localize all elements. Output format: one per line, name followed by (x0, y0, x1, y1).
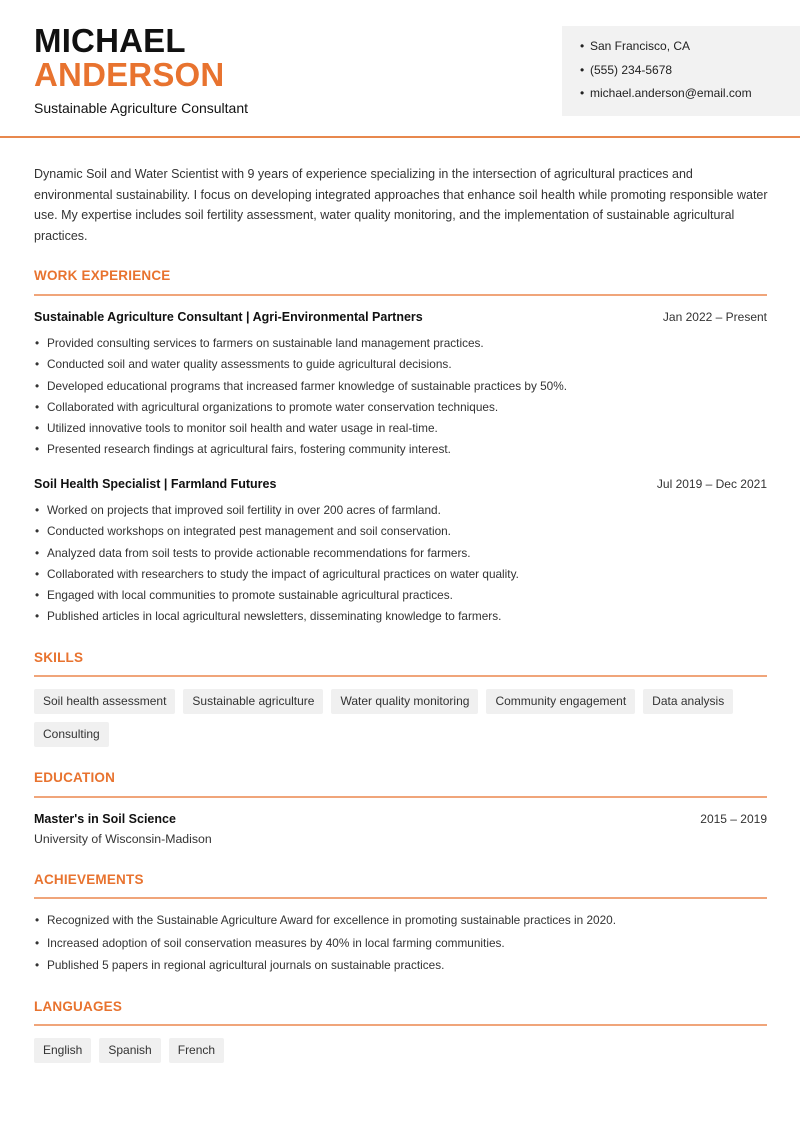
resume-header (0, 0, 800, 138)
language-tag: Spanish (99, 1038, 160, 1063)
list-item: • Conducted workshops on integrated pest management and soil conservation. (34, 524, 769, 545)
skill-tag: Water quality monitoring (331, 689, 478, 714)
summary-text: Dynamic Soil and Water Scientist with 9 years of experience specializing in the intersection of agricultural practices and environmental sustainability. I focus on developing integrated approaches that enhance soil health while promoting responsible water use. My expertise includes soil fertility assessment, water quality monitoring, and the implementation of sustainable agricultural practices. (34, 167, 768, 243)
bullet-icon: • (580, 62, 585, 77)
list-item: • Recognized with the Sustainable Agriculture Award for excellence in promoting sustainable practices in 2020. (34, 913, 769, 936)
skill-tag: Sustainable agriculture (183, 689, 323, 714)
skill-tag: Soil health assessment (34, 689, 175, 714)
degree: Master's in Soil Science (34, 812, 176, 826)
section-title-achievements: ACHIEVEMENTS (34, 872, 144, 887)
list-item: • Worked on projects that improved soil fertility in over 200 acres of farmland. (34, 503, 769, 524)
list-item: • Analyzed data from soil tests to provide actionable recommendations for farmers. (34, 546, 769, 567)
section-title-work: WORK EXPERIENCE (34, 268, 171, 283)
education-dates: 2015 – 2019 (700, 812, 767, 826)
list-item: • Engaged with local communities to promote sustainable agricultural practices. (34, 588, 769, 609)
contact-phone: • (555) 234-5678 (580, 62, 673, 77)
section-title-education: EDUCATION (34, 770, 116, 785)
section-divider (34, 1024, 767, 1026)
skill-tag: Consulting (34, 722, 109, 747)
education-header (34, 812, 767, 826)
job-bullets (34, 336, 769, 464)
skill-tag: Data analysis (643, 689, 733, 714)
section-divider (34, 796, 767, 798)
job-dates: Jan 2022 – Present (662, 310, 767, 324)
school-name: University of Wisconsin-Madison (34, 832, 212, 846)
job-header (34, 477, 767, 491)
list-item: • Presented research findings at agricultural fairs, fostering community interest. (34, 442, 769, 463)
section-title-skills: SKILLS (34, 650, 84, 665)
job-header (34, 310, 767, 324)
contact-box (562, 26, 800, 116)
list-item: • Published 5 papers in regional agricultural journals on sustainable practices. (34, 958, 769, 981)
list-item: • Developed educational programs that increased farmer knowledge of sustainable practices by 50%. (34, 379, 769, 400)
first-name: MICHAEL (34, 22, 186, 59)
job-bullets (34, 503, 769, 631)
section-divider (34, 897, 767, 899)
section-divider (34, 675, 767, 677)
language-tag: French (169, 1038, 224, 1063)
job-title-company: Sustainable Agriculture Consultant | Agri-Environmental Partners (34, 310, 423, 324)
bullet-icon: • (580, 39, 585, 53)
list-item: • Utilized innovative tools to monitor soil health and water usage in real-time. (34, 421, 769, 442)
section-title-languages: LANGUAGES (34, 999, 123, 1014)
list-item: • Collaborated with agricultural organizations to promote water conservation techniques. (34, 400, 769, 421)
job-title-company: Soil Health Specialist | Farmland Futures (34, 477, 277, 491)
language-tags (34, 1038, 774, 1063)
list-item: • Collaborated with researchers to study the impact of agricultural practices on water quality. (34, 567, 769, 588)
achievement-bullets (34, 913, 769, 981)
list-item: • Published articles in local agricultural newsletters, disseminating knowledge to farmers. (34, 609, 769, 630)
bullet-icon: • (580, 86, 585, 100)
language-tag: English (34, 1038, 91, 1063)
list-item: • Provided consulting services to farmers on sustainable land management practices. (34, 336, 769, 357)
last-name: ANDERSON (34, 56, 225, 93)
job-dates: Jul 2019 – Dec 2021 (656, 477, 767, 491)
skills-tags (34, 689, 774, 747)
section-divider (34, 294, 767, 296)
job-title: Sustainable Agriculture Consultant (34, 100, 249, 116)
contact-location: • San Francisco, CA (580, 39, 691, 53)
list-item: • Conducted soil and water quality assessments to guide agricultural decisions. (34, 357, 769, 378)
skill-tag: Community engagement (486, 689, 635, 714)
list-item: • Increased adoption of soil conservation measures by 40% in local farming communities. (34, 936, 769, 959)
contact-email: • michael.anderson@email.com (580, 86, 752, 100)
